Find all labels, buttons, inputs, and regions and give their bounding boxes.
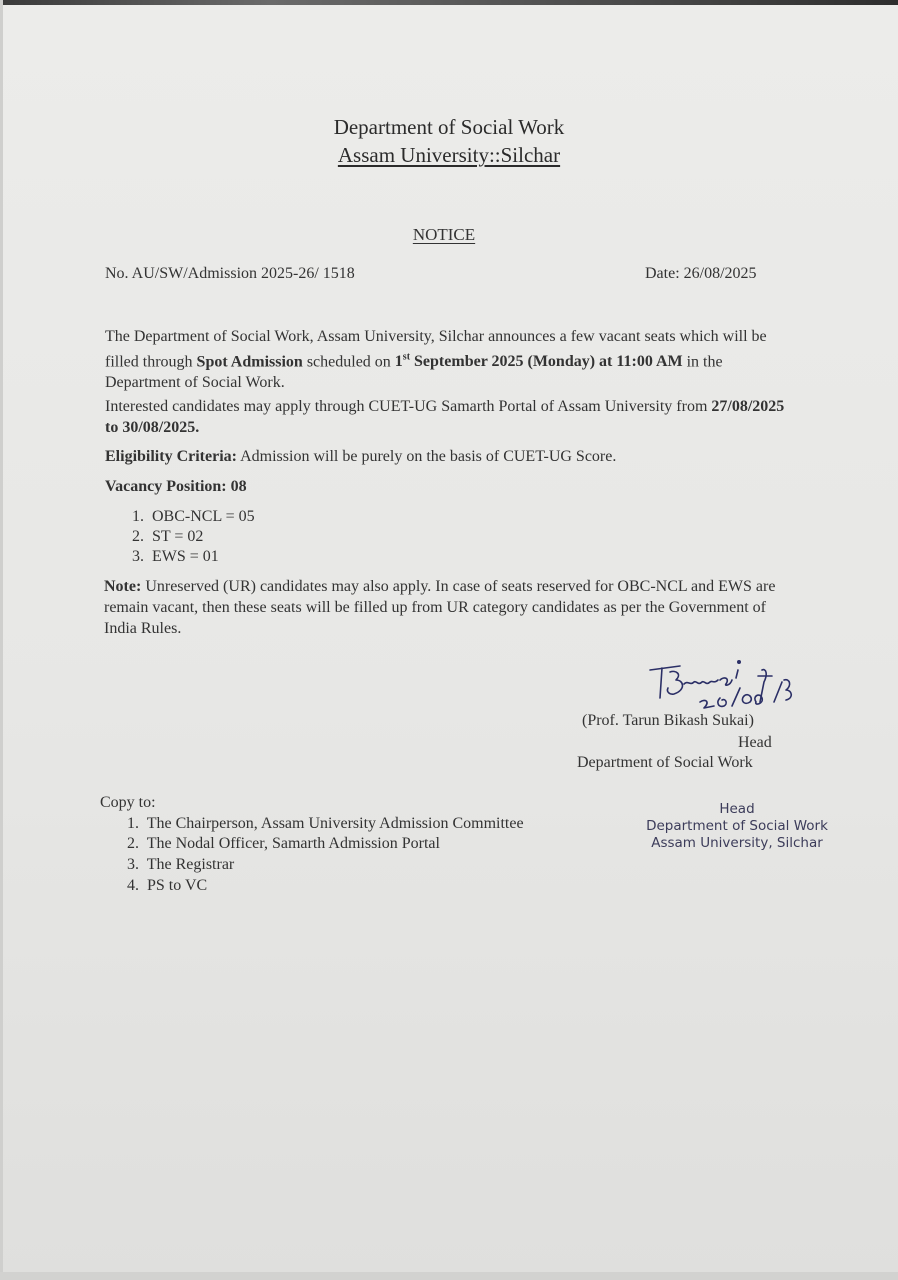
eligibility-line — [105, 446, 795, 467]
vacancy-item-number: 3. — [132, 548, 144, 565]
note-text: Unreserved (UR) candidates may also apply. In case of seats reserved for OBC-NCL and EWS are remain vacant, then these seats will be filled up from UR category candidates as per the Government of India Rules. — [104, 578, 776, 637]
para1-text-2: scheduled on — [302, 353, 395, 371]
para2-dates: 27/08/2025 to 30/08/2025. — [105, 398, 785, 436]
announcement-paragraph — [105, 326, 795, 393]
vacancy-item-text: OBC-NCL = 05 — [152, 508, 255, 525]
stamp-line-department: Department of Social Work — [646, 818, 828, 834]
vacancy-item-number: 2. — [132, 528, 144, 545]
university-heading — [0, 143, 898, 168]
office-stamp — [642, 801, 832, 852]
copy-to-item-number: 1. — [127, 815, 139, 832]
copy-to-item-text: The Chairperson, Assam University Admission Committee — [146, 815, 524, 832]
note-paragraph — [104, 576, 792, 639]
para1-text-3: in the Department of Social Work. — [105, 353, 723, 392]
handwritten-signature — [640, 640, 800, 718]
vacancy-heading: Vacancy Position: 08 — [105, 478, 247, 495]
scan-bottom-edge — [0, 1272, 898, 1280]
eligibility-label: Eligibility Criteria: — [105, 448, 237, 465]
para1-text-1: The Department of Social Work, Assam University, Silchar announces a few vacant seats which will be filled through — [105, 328, 767, 371]
vacancy-item-text: ST = 02 — [152, 528, 204, 545]
copy-to-item — [127, 854, 234, 875]
notice-title — [0, 224, 888, 245]
para2-text: Interested candidates may apply through CUET-UG Samarth Portal of Assam University from — [105, 398, 712, 415]
eligibility-text: Admission will be purely on the basis of CUET-UG Score. — [236, 448, 617, 465]
copy-to-item-number: 3. — [127, 856, 139, 873]
para1-month-time: September 2025 (Monday) at 11:00 AM — [410, 353, 683, 371]
signatory-department: Department of Social Work — [577, 754, 753, 771]
vacancy-item-text: EWS = 01 — [152, 548, 219, 565]
department-heading: Department of Social Work — [333, 115, 565, 139]
scan-left-edge — [0, 0, 3, 1280]
copy-to-item — [127, 813, 524, 834]
copy-to-item-text: The Registrar — [146, 856, 235, 873]
application-paragraph — [105, 396, 795, 438]
vacancy-item — [132, 546, 219, 567]
copy-to-item-number: 4. — [127, 877, 139, 894]
reference-number: No. AU/SW/Admission 2025-26/ 1518 — [105, 265, 355, 282]
scan-top-edge — [0, 0, 898, 5]
para1-schedule — [395, 353, 683, 370]
para1-day-suffix: st — [402, 352, 411, 363]
copy-to-label: Copy to: — [100, 794, 156, 811]
copy-to-item-number: 2. — [127, 835, 139, 852]
note-label: Note: — [104, 578, 142, 595]
notice-title-text: NOTICE — [412, 225, 476, 244]
copy-to-item-text: PS to VC — [147, 877, 208, 894]
vacancy-item — [132, 506, 255, 527]
copy-to-item — [127, 833, 440, 854]
signatory-name: (Prof. Tarun Bikash Sukai) — [582, 712, 754, 729]
university-heading-text: Assam University::Silchar — [337, 143, 561, 167]
para1-day: 1 — [394, 353, 403, 371]
stamp-line-university: Assam University, Silchar — [651, 835, 823, 851]
stamp-line-head: Head — [719, 801, 755, 817]
notice-date: Date: 26/08/2025 — [645, 265, 757, 282]
vacancy-item — [132, 526, 203, 547]
para1-spot-admission: Spot Admission — [196, 353, 303, 371]
copy-to-item-text: The Nodal Officer, Samarth Admission Portal — [146, 835, 440, 852]
copy-to-item — [127, 875, 207, 896]
vacancy-item-number: 1. — [132, 508, 144, 525]
signatory-designation: Head — [738, 734, 772, 751]
